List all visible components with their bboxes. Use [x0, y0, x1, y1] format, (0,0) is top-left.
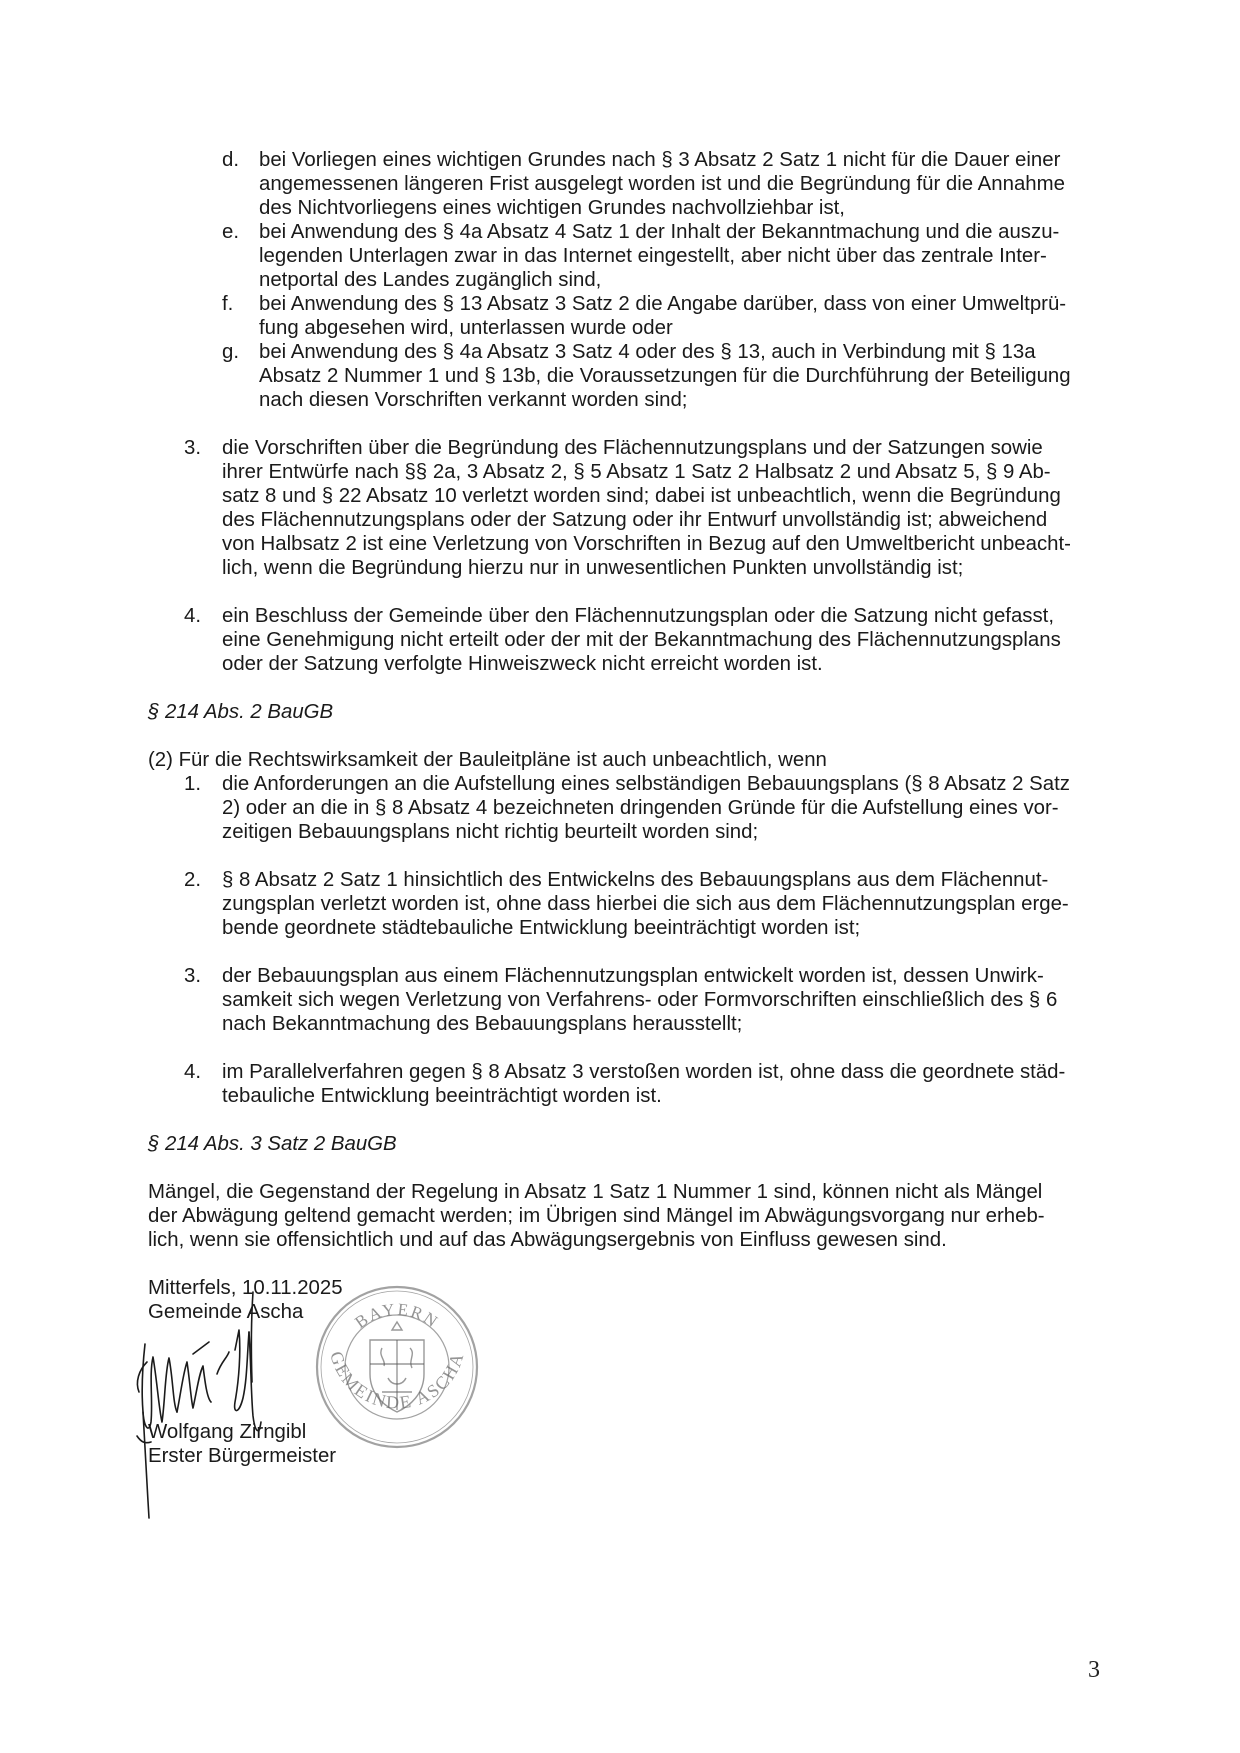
text-line: Mängel, die Gegenstand der Regelung in Absatz 1 Satz 1 Nummer 1 sind, können nicht als Mängel: [148, 1181, 1043, 1203]
signatory-title: Erster Bürgermeister: [148, 1445, 337, 1467]
text-line: netportal des Landes zugänglich sind,: [259, 269, 602, 291]
text-line: angemessenen längeren Frist ausgelegt worden ist und die Begründung für die Annahme: [259, 173, 1065, 195]
text-line: des Flächennutzungsplans oder der Satzung oder ihr Entwurf unvollständig ist; abweichend: [222, 509, 1048, 531]
svg-text:BAYERN: [351, 1300, 442, 1332]
text-line: nach diesen Vorschriften verkannt worden sind;: [259, 389, 688, 411]
text-line: Absatz 2 Nummer 1 und § 13b, die Voraussetzungen für die Durchführung der Beteiligung: [259, 365, 1071, 387]
list-marker: 3.: [184, 965, 202, 987]
text-line: lich, wenn die Begründung hierzu nur in unwesentlichen Punkten unvollständig ist;: [222, 557, 964, 579]
text-line: bei Vorliegen eines wichtigen Grundes nach § 3 Absatz 2 Satz 1 nicht für die Dauer einer: [259, 149, 1061, 171]
stamp-top-text: BAYERN: [351, 1299, 443, 1333]
text-line: § 8 Absatz 2 Satz 1 hinsichtlich des Entwickelns des Bebauungsplans aus dem Flächennut-: [222, 869, 1049, 891]
text-line: legenden Unterlagen zwar in das Internet eingestellt, aber nicht über das zentrale Inter-: [259, 245, 1047, 267]
text-line: oder der Satzung verfolgte Hinweiszweck nicht erreicht worden ist.: [222, 653, 823, 675]
page-number: 3: [1088, 1657, 1100, 1683]
text-line: die Anforderungen an die Aufstellung eines selbständigen Bebauungsplans (§ 8 Absatz 2 Satz: [222, 773, 1070, 795]
text-line: satz 8 und § 22 Absatz 10 verletzt worden sind; dabei ist unbeachtlich, wenn die Begründung: [222, 485, 1061, 507]
municipality-name: Gemeinde Ascha: [148, 1301, 304, 1323]
text-line: bei Anwendung des § 4a Absatz 4 Satz 1 der Inhalt der Bekanntmachung und die auszu-: [259, 221, 1060, 243]
list-marker: 4.: [184, 1061, 202, 1083]
list-marker: 2.: [184, 869, 202, 891]
text-line: im Parallelverfahren gegen § 8 Absatz 3 verstoßen worden ist, ohne dass die geordnete städ-: [222, 1061, 1066, 1083]
list-marker: 1.: [184, 773, 202, 795]
text-line: zeitigen Bebauungsplans nicht richtig beurteilt worden sind;: [222, 821, 759, 843]
text-line: eine Genehmigung nicht erteilt oder der mit der Bekanntmachung des Flächennutzungsplans: [222, 629, 1061, 651]
text-line: der Abwägung geltend gemacht werden; im Übrigen sind Mängel im Abwägungsvorgang nur erheb-: [148, 1205, 1045, 1227]
list-marker: 3.: [184, 437, 202, 459]
text-line: der Bebauungsplan aus einem Flächennutzungsplan entwickelt worden ist, dessen Unwirk-: [222, 965, 1044, 987]
text-line: tebauliche Entwicklung beeinträchtigt worden ist.: [222, 1085, 662, 1107]
list-marker: 4.: [184, 605, 202, 627]
text-line: des Nichtvorliegens eines wichtigen Grundes nachvollziehbar ist,: [259, 197, 845, 219]
list-marker: f.: [222, 293, 234, 315]
text-line: samkeit sich wegen Verletzung von Verfahrens- oder Formvorschriften einschließlich des § 6: [222, 989, 1058, 1011]
text-line: bei Anwendung des § 13 Absatz 3 Satz 2 die Angabe darüber, dass von einer Umweltprü-: [259, 293, 1067, 315]
official-stamp-seal: [312, 1282, 482, 1452]
text-line: bende geordnete städtebauliche Entwicklung beeinträchtigt worden ist;: [222, 917, 861, 939]
stamp-ring-text: GEMEINDE ASCHA: [326, 1348, 468, 1413]
list-marker: e.: [222, 221, 240, 243]
text-line: lich, wenn sie offensichtlich und auf das Abwägungsergebnis von Einfluss gewesen sind.: [148, 1229, 947, 1251]
place-date: Mitterfels, 10.11.2025: [148, 1277, 343, 1299]
list-marker: g.: [222, 341, 240, 363]
text-line: 2) oder an die in § 8 Absatz 4 bezeichneten dringenden Gründe für die Aufstellung eines vor-: [222, 797, 1059, 819]
list-marker: d.: [222, 149, 240, 171]
section-heading: § 214 Abs. 3 Satz 2 BauGB: [148, 1133, 397, 1155]
text-line: fung abgesehen wird, unterlassen wurde oder: [259, 317, 673, 339]
text-line: bei Anwendung des § 4a Absatz 3 Satz 4 oder des § 13, auch in Verbindung mit § 13a: [259, 341, 1036, 363]
section-heading: § 214 Abs. 2 BauGB: [148, 701, 334, 723]
text-line: zungsplan verletzt worden ist, ohne dass hierbei die sich aus dem Flächennutzungsplan erge-: [222, 893, 1069, 915]
text-line: von Halbsatz 2 ist eine Verletzung von Vorschriften in Bezug auf den Umweltbericht unbeacht-: [222, 533, 1071, 555]
text-line: ein Beschluss der Gemeinde über den Flächennutzungsplan oder die Satzung nicht gefasst,: [222, 605, 1055, 627]
section-intro: (2) Für die Rechtswirksamkeit der Bauleitpläne ist auch unbeachtlich, wenn: [148, 749, 827, 771]
text-line: nach Bekanntmachung des Bebauungsplans herausstellt;: [222, 1013, 743, 1035]
signatory-name: Wolfgang Zirngibl: [148, 1421, 307, 1443]
text-line: ihrer Entwürfe nach §§ 2a, 3 Absatz 2, § 5 Absatz 1 Satz 2 Halbsatz 2 und Absatz 5, § 9 Ab-: [222, 461, 1051, 483]
text-line: die Vorschriften über die Begründung des Flächennutzungsplans und der Satzungen sowie: [222, 437, 1043, 459]
handwritten-signature: [135, 1262, 310, 1522]
